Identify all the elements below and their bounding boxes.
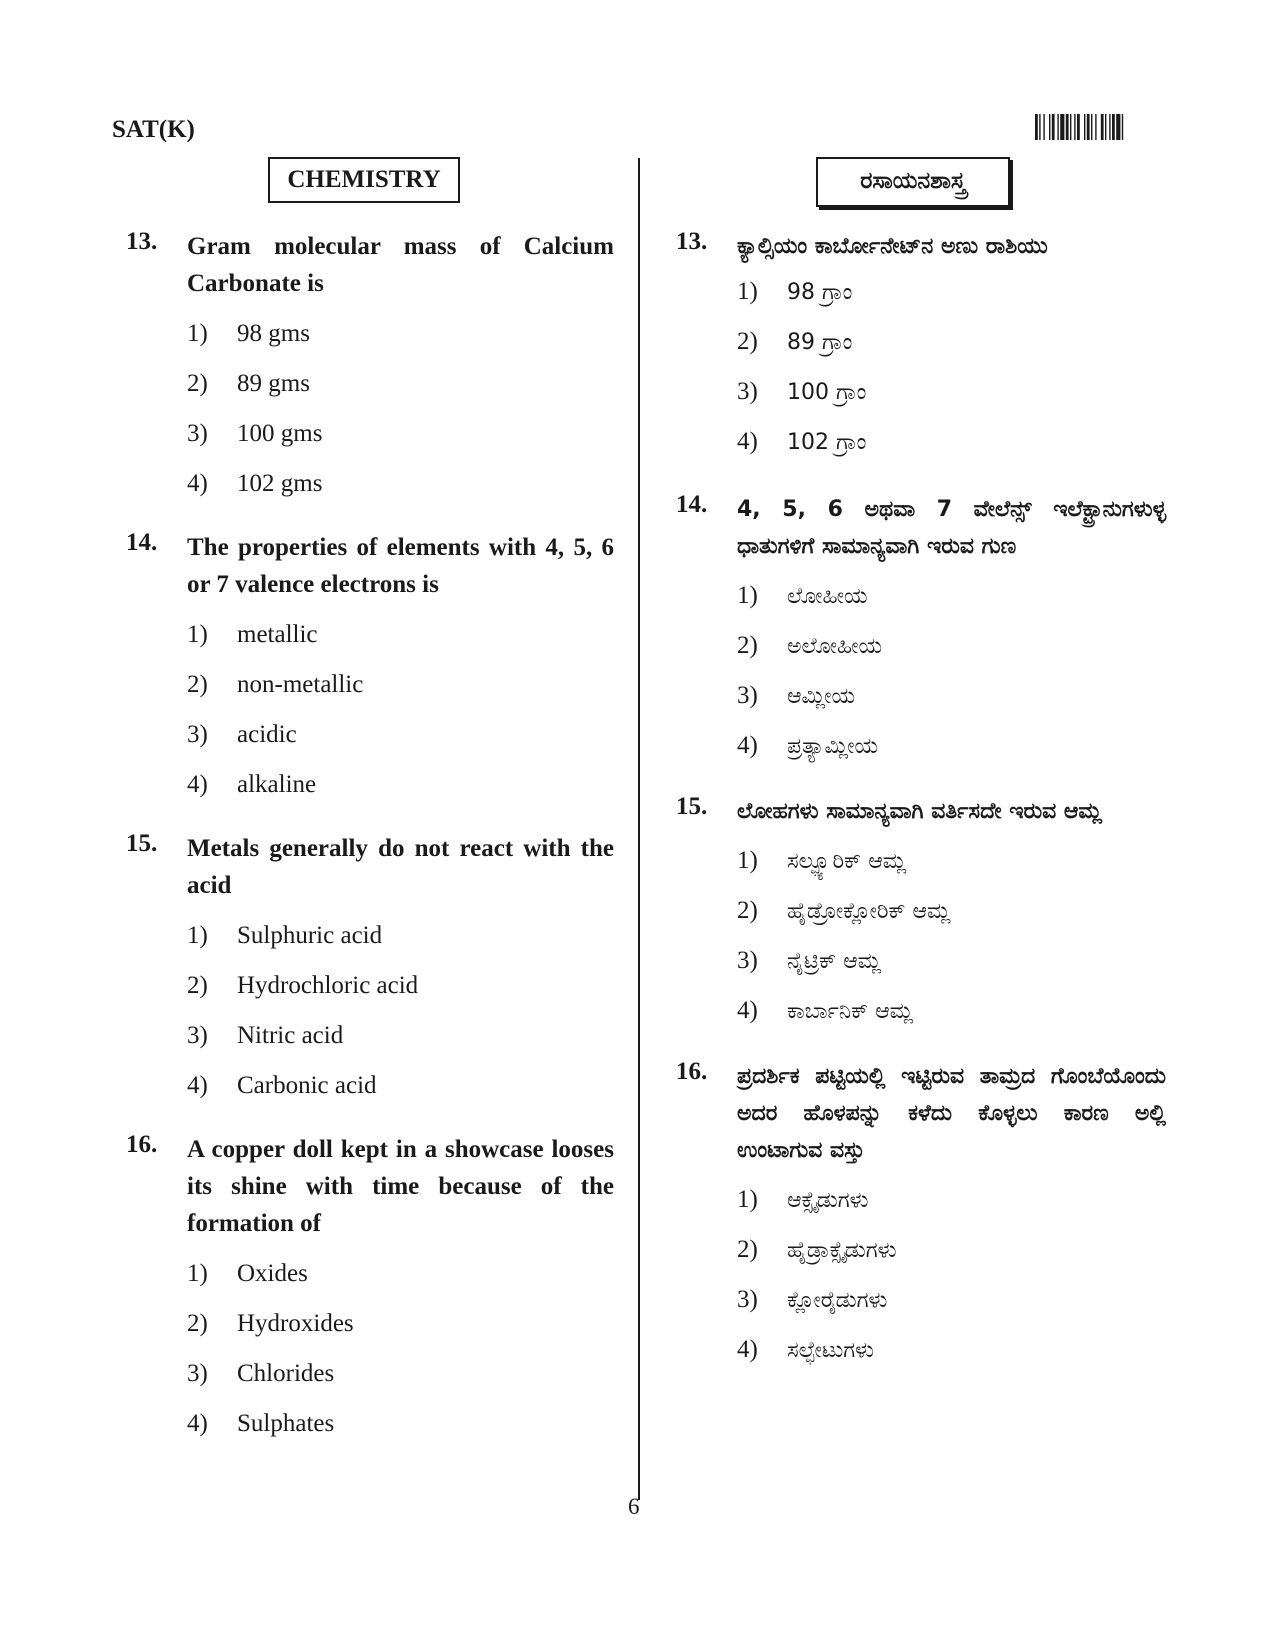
option-text: metallic — [237, 621, 318, 648]
option-number: 2) — [737, 328, 758, 355]
option-text: Hydrochloric acid — [237, 972, 419, 999]
option-number: 4) — [737, 428, 758, 455]
option-number: 1) — [737, 1186, 758, 1213]
option-number: 2) — [187, 671, 208, 698]
option-item — [187, 1299, 614, 1349]
option-item — [737, 1225, 1166, 1275]
option-list — [737, 571, 1166, 771]
option-list — [737, 1175, 1166, 1375]
question-number: 16. — [126, 1131, 158, 1158]
option-item — [737, 986, 1166, 1036]
option-item — [737, 1275, 1166, 1325]
option-item — [737, 621, 1166, 671]
option-item — [187, 961, 614, 1011]
option-number: 2) — [737, 1236, 758, 1263]
option-number: 4) — [737, 732, 758, 759]
option-text: 89 gms — [237, 370, 310, 397]
option-number: 4) — [737, 1336, 758, 1363]
option-item — [187, 409, 614, 459]
option-text: Chlorides — [237, 1360, 335, 1387]
option-text: ನೈಟ್ರಿಕ್ ಆಮ್ಲ — [787, 949, 882, 974]
question-text: Gram molecular mass of Calcium Carbonate is — [187, 233, 614, 297]
option-list — [737, 267, 1166, 467]
option-item — [187, 760, 614, 810]
option-item — [737, 571, 1166, 621]
question-13-kn — [676, 228, 1166, 467]
option-item — [187, 660, 614, 710]
option-item — [737, 936, 1166, 986]
section-title-kannada: ರಸಾಯನಶಾಸ್ತ್ರ — [816, 157, 1010, 207]
option-item — [737, 721, 1166, 771]
option-list — [737, 836, 1166, 1036]
option-number: 1) — [187, 1260, 208, 1287]
option-item — [187, 459, 614, 509]
option-number: 4) — [187, 1072, 208, 1099]
question-number: 16. — [676, 1058, 708, 1085]
option-text: ಆಮ್ಲೀಯ — [787, 684, 856, 709]
option-number: 2) — [187, 1310, 208, 1337]
option-text: ಸಲ್ಫ್ಯೂರಿಕ್ ಆಮ್ಲ — [787, 849, 907, 874]
option-number: 2) — [187, 370, 208, 397]
question-14 — [126, 529, 614, 810]
option-number: 4) — [187, 1410, 208, 1437]
option-item — [187, 359, 614, 409]
english-column — [126, 228, 614, 1449]
question-13 — [126, 228, 614, 509]
option-item — [187, 309, 614, 359]
option-item — [737, 367, 1166, 417]
option-number: 4) — [187, 470, 208, 497]
option-item — [737, 1175, 1166, 1225]
option-item — [187, 710, 614, 760]
option-text: acidic — [237, 721, 297, 748]
question-number: 14. — [126, 529, 158, 556]
question-text: Metals generally do not react with the acid — [187, 835, 614, 899]
option-item — [187, 1399, 614, 1449]
option-text: 89 ಗ್ರಾಂ — [787, 330, 853, 355]
question-text: A copper doll kept in a showcase looses its shine with time because of the formation of — [187, 1136, 614, 1237]
option-text: 100 gms — [237, 420, 323, 447]
option-text: Sulphuric acid — [237, 922, 383, 949]
question-text: 4, 5, 6 ಅಥವಾ 7 ವೇಲೆನ್ಸ್ ಇಲೆಕ್ಟ್ರಾನುಗಳುಳ್ಳ ಧಾತುಗಳಿಗೆ ಸಾಮಾನ್ಯವಾಗಿ ಇರುವ ಗುಣ — [737, 497, 1166, 559]
option-number: 3) — [737, 682, 758, 709]
option-text: Oxides — [237, 1260, 308, 1287]
option-number: 3) — [187, 1360, 208, 1387]
question-text: ಕ್ಯಾಲ್ಸಿಯಂ ಕಾರ್ಬೋನೇಟ್‌ನ ಅಣು ರಾಶಿಯು — [737, 234, 1048, 259]
option-item — [737, 267, 1166, 317]
option-item — [187, 1061, 614, 1111]
option-text: ಹೈಡ್ರೋಕ್ಲೋರಿಕ್ ಆಮ್ಲ — [787, 899, 951, 924]
option-text: ಕ್ಲೋರೈಡುಗಳು — [787, 1288, 888, 1313]
option-text: 102 gms — [237, 470, 323, 497]
option-item — [737, 671, 1166, 721]
option-text: non-metallic — [237, 671, 364, 698]
option-text: ಪ್ರತ್ಯಾಮ್ಲೀಯ — [787, 734, 879, 759]
question-number: 15. — [676, 793, 708, 820]
option-text: ಸಲ್ಫೇಟುಗಳು — [787, 1338, 875, 1363]
option-text: 100 ಗ್ರಾಂ — [787, 380, 867, 405]
option-number: 1) — [187, 922, 208, 949]
option-text: Nitric acid — [237, 1022, 344, 1049]
kannada-column — [676, 228, 1166, 1375]
option-item — [737, 317, 1166, 367]
option-number: 2) — [737, 897, 758, 924]
option-number: 3) — [187, 1022, 208, 1049]
option-text: 98 gms — [237, 320, 310, 347]
column-divider — [638, 158, 640, 1500]
option-number: 1) — [737, 847, 758, 874]
option-list — [187, 309, 614, 509]
option-item — [187, 1011, 614, 1061]
question-number: 15. — [126, 830, 158, 857]
option-item — [737, 886, 1166, 936]
option-number: 3) — [737, 1286, 758, 1313]
question-number: 14. — [676, 491, 708, 518]
option-list — [187, 911, 614, 1111]
option-number: 1) — [737, 582, 758, 609]
option-number: 3) — [187, 721, 208, 748]
option-list — [187, 610, 614, 810]
option-item — [737, 417, 1166, 467]
option-item — [737, 1325, 1166, 1375]
option-text: 98 ಗ್ರಾಂ — [787, 280, 853, 305]
option-text: Sulphates — [237, 1410, 335, 1437]
option-text: ಹೈಡ್ರಾಕ್ಸೈಡುಗಳು — [787, 1238, 897, 1263]
option-text: ಲೋಹೀಯ — [787, 584, 868, 609]
option-number: 3) — [187, 420, 208, 447]
option-item — [737, 836, 1166, 886]
page-number: 6 — [628, 1494, 640, 1519]
question-number: 13. — [676, 228, 708, 255]
option-item — [187, 911, 614, 961]
option-item — [187, 1349, 614, 1399]
option-text: alkaline — [237, 771, 317, 798]
question-15-kn — [676, 793, 1166, 1036]
question-text: ಪ್ರದರ್ಶಿಕ ಪಟ್ಟಿಯಲ್ಲಿ ಇಟ್ಟಿರುವ ತಾಮ್ರದ ಗೊಂಬೆಯೊಂದು ಅದರ ಹೊಳಪನ್ನು ಕಳೆದು ಕೊಳ್ಳಲು ಕಾರಣ ಅಲ್ಲಿ ಉಂಟಾಗುವ ವಸ್ತು — [737, 1064, 1166, 1163]
option-number: 4) — [737, 997, 758, 1024]
option-number: 2) — [737, 632, 758, 659]
barcode-icon — [1035, 114, 1160, 140]
paper-code: SAT(K) — [112, 116, 195, 143]
question-number: 13. — [126, 228, 158, 255]
question-16 — [126, 1131, 614, 1449]
option-text: ಅಲೋಹೀಯ — [787, 634, 883, 659]
option-text: Hydroxides — [237, 1310, 354, 1337]
option-number: 4) — [187, 771, 208, 798]
option-number: 3) — [737, 378, 758, 405]
option-text: ಆಕ್ಸೈಡುಗಳು — [787, 1188, 869, 1213]
option-number: 1) — [187, 621, 208, 648]
question-15 — [126, 830, 614, 1111]
question-16-kn — [676, 1058, 1166, 1375]
option-list — [187, 1249, 614, 1449]
option-number: 1) — [737, 278, 758, 305]
section-title-english: CHEMISTRY — [268, 157, 460, 203]
option-number: 2) — [187, 972, 208, 999]
option-text: ಕಾರ್ಬಾನಿಕ್ ಆಮ್ಲ — [787, 999, 914, 1024]
option-item — [187, 610, 614, 660]
question-text: ಲೋಹಗಳು ಸಾಮಾನ್ಯವಾಗಿ ವರ್ತಿಸದೇ ಇರುವ ಆಮ್ಲ — [737, 799, 1102, 824]
option-number: 3) — [737, 947, 758, 974]
question-text: The properties of elements with 4, 5, 6 or 7 valence electrons is — [187, 534, 614, 598]
option-number: 1) — [187, 320, 208, 347]
option-item — [187, 1249, 614, 1299]
option-text: 102 ಗ್ರಾಂ — [787, 430, 867, 455]
question-14-kn — [676, 491, 1166, 771]
option-text: Carbonic acid — [237, 1072, 377, 1099]
